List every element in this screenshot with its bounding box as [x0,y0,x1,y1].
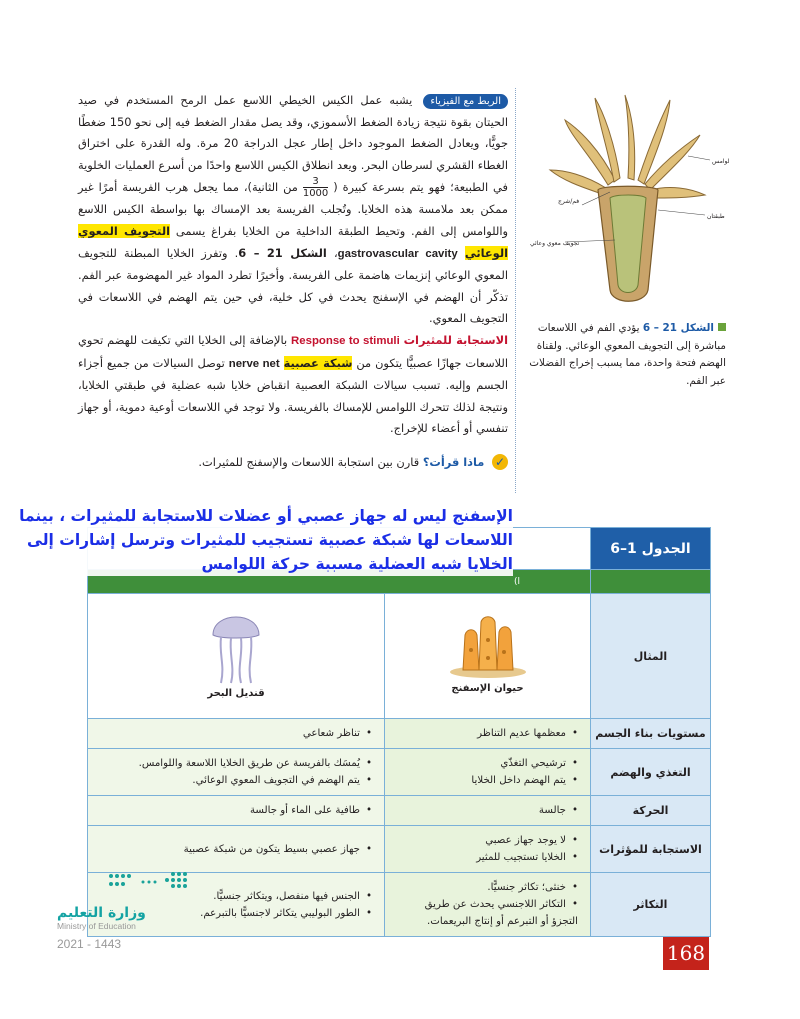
highlight-term: التجويف المعوي الوعائي [78,223,509,260]
label-mouth: فم/شرج [558,198,580,205]
reading-check [78,452,508,474]
figure-reference: الشكل 21 – 6 [238,245,327,260]
label-layers: طبقتان [707,213,725,220]
sponge-illustration [443,610,533,680]
paragraph-text: يشبه عمل الكيس الخيطي اللاسع عمل الرمح المستخدم في صيد الحيتان بقوة نتيجة زيادة الضغط الأسموزي، وقد يصل مقدار الضغط فيه إلى نحو 150 ضغطًا جويًّا، ويعادل الضغط الموجود داخل إطار عجل الدراجة 20 مرة. وله القدرة على اختراق الغطاء القشري لسرطان البحر. ويعد انطلاق الكيس اللاسع واحدًا من أسرع العمليات الخلوية في الطبيعة؛ فهو يتم بسرعة كبيرة ( [78,93,508,195]
subheading: الاستجابة للمثيرات [403,332,509,347]
cnidarian-figure [520,90,735,312]
subheading-english: Response to stimuli [291,334,400,347]
jellyfish-illustration [201,605,271,685]
ministry-logo-dots [103,868,193,908]
english-term: nerve net [228,357,280,370]
highlight-term: شبكة عصبية [283,355,353,370]
ministry-watermark [57,905,167,931]
table-row: مستويات بناء الجسم • معظمها عديم التناظر • تناظر شعاعي [88,719,711,749]
table-row: الحركة • جالسة • طافية على الماء أو جالسة [88,796,711,826]
connection-tag: الربط مع الفيزياء [423,94,508,109]
figure-caption [520,320,726,390]
label-tentacles: لوامس [712,158,730,165]
table-row: الاستجابة للمؤثرات • لا يوجد جهاز عصبي • الخلايا تستجيب للمثير • جهاز عصبي بسيط يتكون من شبكة عصبية [88,826,711,873]
reading-check-label: ماذا قرأت؟ [422,454,485,469]
ministry-name-arabic: وزارة التعليم [57,905,146,921]
table-title: الجدول 1–6 [591,528,711,570]
sponge-image-cell [385,594,591,719]
check-icon: ✓ [492,454,508,470]
edition-year: 2021 - 1443 [57,937,122,951]
ministry-name-english: Ministry of Education [57,921,136,931]
table-row: التغذي والهضم • ترشيحي التغذّي • يتم الهضم داخل الخلايا • يُمسَك بالفريسة عن طريق الخلايا اللاسعة واللوامس. • يتم الهضم في التجويف المعوي الوعائي. [88,749,711,796]
caption-marker [718,323,726,331]
table-subheader-row: ا) [88,570,711,594]
fraction: $\frac{3}{1000}$ [302,176,329,200]
column-divider [515,88,516,493]
jellyfish-image-cell [88,594,385,719]
row-head: المثال [591,594,711,719]
sponge-label: حيوان الإسفنج [451,683,524,694]
table-row: التكاثر • خنثى؛ تكاثر جنسيًّا. • التكاثر اللاجنسي يحدث عن طريق التجزؤ أو التبرعم أو إنتاج البريعمات. • الجنس فيها منفصل، ويتكاثر جنسيًّا. • الطور البوليبي يتكاثر لاجنسيًّا بالتبرعم. [88,873,711,937]
answer-overlay: الإسفنج ليس له جهاز عصبي أو عضلات للاستجابة للمثيرات ، بينما اللاسعات لها شبكة عصبية تستجيب للمثيرات وترسل إشارات إلى الخلايا شبه العضلية مسببة حركة اللوامس [8,504,513,576]
caption-figure-number: الشكل 21 – 6 [642,322,714,334]
table-row [88,594,711,719]
english-term: gastrovascular cavity [337,247,458,260]
caption-text: يؤدي الفم في اللاسعات مباشرة إلى التجويف المعوي الوعائي. ولقناة الهضم فتحة واحدة، مما يسبب إخراج الفضلات عبر الفم. [529,322,726,387]
reading-check-question: قارن بين استجابة اللاسعات والإسفنج للمثيرات. [198,454,420,469]
jellyfish-label: قنديل البحر [207,688,265,699]
label-cavity: تجويف معوي وعائي [530,240,580,247]
main-text: الربط مع الفيزياء يشبه عمل الكيس الخيطي اللاسع عمل الرمح المستخدم في صيد الحيتان بقوة نتيجة زيادة الضغط الأسموزي، وقد يصل مقدار الضغط فيه إلى نحو 150 ضغطًا جويًّا، ويعادل الضغط الموجود داخل إطار عجل الدراجة 20 مرة. وله القدرة على اختراق الغطاء القشري لسرطان البحر. ويعد انطلاق الكيس اللاسع واحدًا من أسرع العمليات الخلوية في الطبيعة؛ فهو يتم بسرعة كبيرة ( $\frac{3}{1000}$ من الثانية)، مما يجعل هرب الفريسة أمرًا غير ممكن بعد ملامسة هذه الخلايا. وتُجلب الفريسة بعد الإمساك بها بواسطة الكيس اللاسع واللوامس إلى الفم. وتحيط الطبقة الداخلية من الخلايا بفراغ يسمى التجويف المعوي الوعائي gastrovascular cavity، الشكل 21 – 6. وتفرز الخلايا المبطنة للتجويف المعوي الوعائي إنزيمات هاضمة على الفريسة. وأخيرًا تطرد المواد غير المهضومة عبر الفم. تذكّر أن الهضم في الإسفنج يحدث في كل خلية، في حين يتم الهضم في اللاسعات في التجويف المعوي. الاستجابة للمثيرات Response to stimuli بالإضافة إلى الخلايا التي تكيفت للهضم تحوي اللاسعات جهازًا عصبيًّا يتكون من شبكة عصبية nerve net توصل السيالات من جميع أجزاء الجسم وإليه. تسبب سيالات الشبكة العصبية انقباض خلايا شبه عضلية في طبقتي الخلايا، ونتيجة لذلك تتحرك اللوامس للإمساك بالفريسة. ولا توجد في اللاسعات أوعية دموية، أو جهاز تنفسي أو أعضاء للإخراج. ✓ ماذا قرأت؟ قارن بين استجابة اللاسعات والإسفنج للمثيرات. [78,90,508,474]
page-number: 168 [663,937,709,970]
